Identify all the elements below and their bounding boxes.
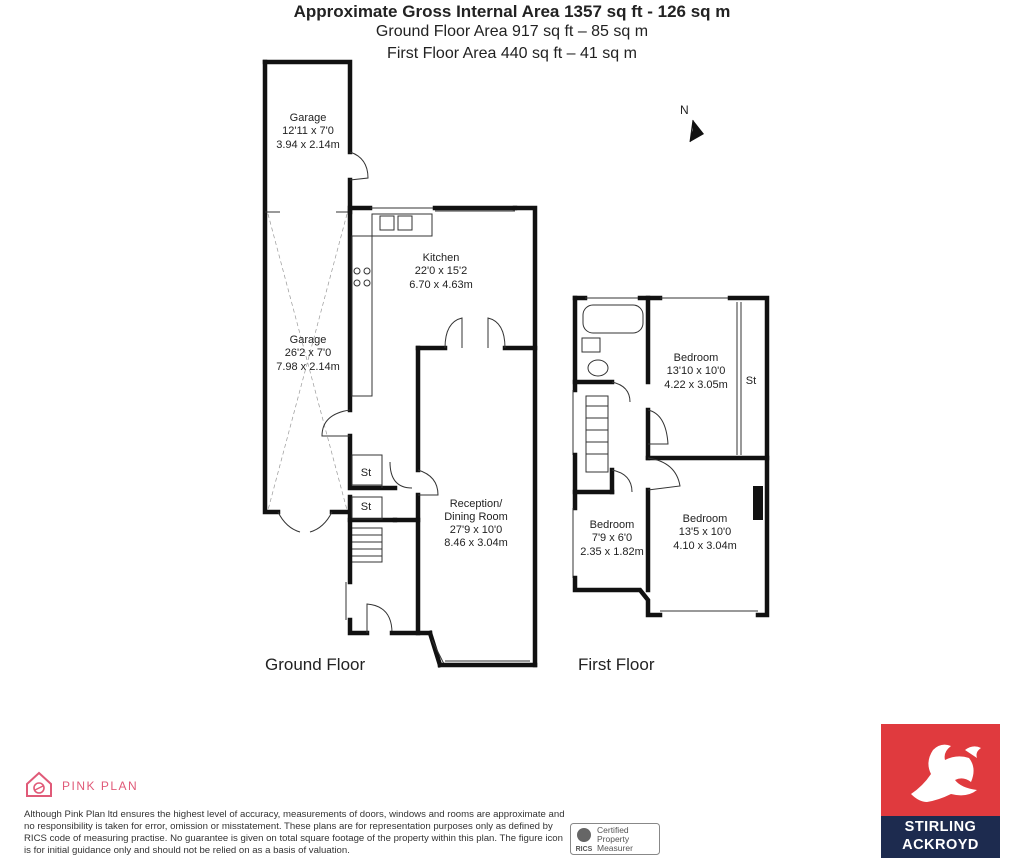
- reception-imperial: 27'9 x 10'0: [449, 524, 503, 536]
- rics-line3: Measurer: [597, 843, 633, 853]
- rics-certified-label: [597, 826, 633, 853]
- disclaimer-text: Although Pink Plan ltd ensures the highest level of accuracy, measurements of doors, windows and rooms are approximate and no responsibility is taken for error, omission or misstatement. These plans are for representation purposes only as defined by RICS code of measuring practise. No guarantee is given on total square footage of the property within this plan. The figure icon is for initial guidance only and should not be relied on as a basis of valuation.: [24, 809, 565, 856]
- rics-line2: Property: [597, 834, 630, 844]
- garage-front-metric: 3.94 x 2.14m: [276, 139, 340, 151]
- bedroom1-imperial: 13'10 x 10'0: [666, 365, 726, 377]
- bedroom2-metric: 2.35 x 1.82m: [580, 546, 644, 558]
- rics-logo-text: RICS: [575, 846, 593, 853]
- bedroom3-name: Bedroom: [682, 513, 728, 525]
- brand-red-panel: [881, 724, 1000, 816]
- bedroom1-store-name: St: [745, 375, 757, 387]
- garage-front-name: Garage: [289, 112, 327, 124]
- bedroom1-metric: 4.22 x 3.05m: [664, 379, 728, 391]
- reception-name-line2: Dining Room: [444, 511, 508, 523]
- brand-name-line1: STIRLING: [904, 819, 977, 835]
- kitchen-name: Kitchen: [422, 252, 460, 264]
- pink-plan-logo-icon: [24, 770, 54, 798]
- garage-front-imperial: 12'11 x 7'0: [282, 125, 334, 137]
- rics-line1: Certified: [597, 825, 629, 835]
- garage-rear-imperial: 26'2 x 7'0: [284, 347, 332, 359]
- pink-plan-label: PINK PLAN: [62, 779, 139, 793]
- reception-metric: 8.46 x 3.04m: [444, 537, 508, 549]
- bedroom2-imperial: 7'9 x 6'0: [591, 532, 633, 544]
- griffin-icon: [881, 724, 1000, 816]
- first-floor-plan: [573, 298, 767, 615]
- bedroom3-metric: 4.10 x 3.04m: [673, 540, 737, 552]
- bedroom2-name: Bedroom: [589, 519, 635, 531]
- gross-area-title: Approximate Gross Internal Area 1357 sq ft - 126 sq m: [293, 2, 731, 21]
- ground-area-subtitle: Ground Floor Area 917 sq ft – 85 sq m: [375, 23, 649, 40]
- ground-floor-label: Ground Floor: [265, 655, 366, 674]
- brand-navy-panel: [881, 816, 1000, 858]
- stirling-ackroyd-logo: [881, 724, 1000, 858]
- kitchen-imperial: 22'0 x 15'2: [414, 265, 468, 277]
- garage-rear-metric: 7.98 x 2.14m: [276, 361, 340, 373]
- store2-name: St: [360, 501, 372, 513]
- reception-name-line1: Reception/: [449, 498, 503, 510]
- first-floor-label: First Floor: [578, 655, 655, 674]
- garage-rear-name: Garage: [289, 334, 327, 346]
- north-label: N: [680, 103, 689, 117]
- bedroom1-name: Bedroom: [673, 352, 719, 364]
- kitchen-metric: 6.70 x 4.63m: [409, 279, 473, 291]
- brand-name-line2: ACKROYD: [902, 837, 979, 853]
- first-area-subtitle: First Floor Area 440 sq ft – 41 sq m: [387, 45, 637, 62]
- store1-name: St: [360, 467, 372, 479]
- bedroom3-imperial: 13'5 x 10'0: [678, 526, 732, 538]
